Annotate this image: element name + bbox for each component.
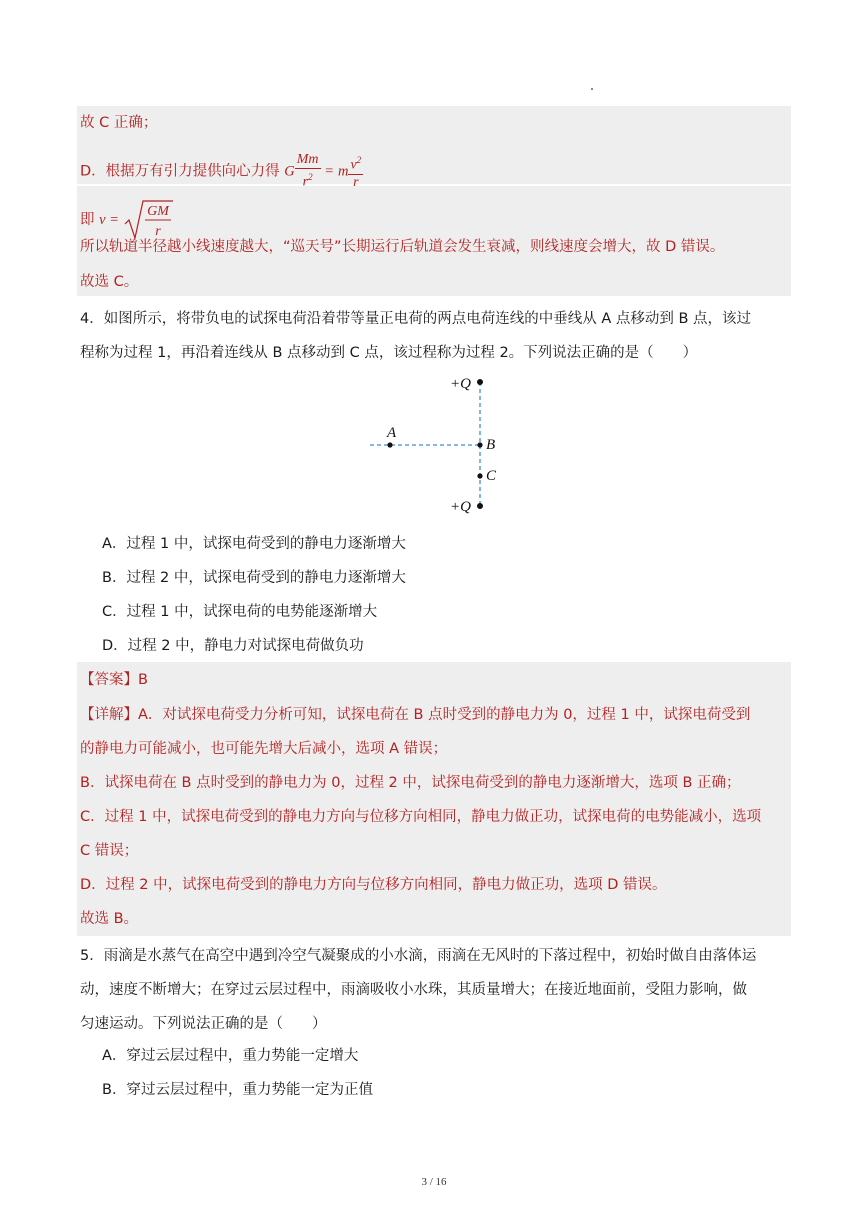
so-text: 所以轨道半径越小线速度越大，“巡天号”长期运行后轨道会发生衰减，则线速度会增大，故 D 错误。 <box>80 239 725 255</box>
q5-stem-line-1: 5．雨滴是水蒸气在高空中遇到冷空气凝聚成的小水滴，雨滴在无风时的下落过程中，初始时做自由落体运 <box>80 948 757 964</box>
ji-formula-line <box>80 198 173 242</box>
q4-detail-line-4: C．过程 1 中，试探电荷受到的静电力方向与位移方向相同，静电力做正功，试探电荷的电势能减小，选项 <box>80 809 762 825</box>
equals-sign: = <box>325 163 334 180</box>
ji-prefix: 即 <box>80 212 95 228</box>
q5-option-b: B．穿过云层过程中，重力势能一定为正值 <box>102 1082 373 1098</box>
q5-stem-line-3: 匀速运动。下列说法正确的是（ ） <box>80 1016 327 1032</box>
q5-stem-line-2: 动，速度不断增大；在穿过云层过程中，雨滴吸收小水珠，其质量增大；在接近地面前，受阻力影响，做 <box>80 982 747 998</box>
centripetal-fraction: $\frac{v^2}{r}$ <box>348 152 363 191</box>
q4-detail-line-3: B．试探电荷在 B 点时受到的静电力为 0，过程 2 中，试探电荷受到的静电力逐渐增大，选项 B 正确； <box>80 775 741 791</box>
choose-prev: 故选 C。 <box>80 274 139 290</box>
q4-option-a: A．过程 1 中，试探电荷受到的静电力逐渐增大 <box>102 536 406 552</box>
mass-symbol: m <box>337 163 349 180</box>
sqrt-expression <box>123 198 173 242</box>
q4-detail-line-7: 故选 B。 <box>80 911 139 927</box>
q5-option-a: A．穿过云层过程中，重力势能一定增大 <box>102 1048 359 1064</box>
q4-stem-line-1: 4．如图所示，将带负电的试探电荷沿着带等量正电荷的两点电荷连线的中垂线从 A 点移动到 B 点，该过 <box>80 311 752 327</box>
q4-option-b: B．过程 2 中，试探电荷受到的静电力逐渐增大 <box>102 570 406 586</box>
point-a-label: A <box>387 425 397 441</box>
q4-detail-line-5: C 错误； <box>80 843 139 859</box>
sqrt-radical-icon <box>123 198 173 242</box>
q4-answer <box>80 670 148 690</box>
gravity-fraction: $\frac{Mm}{r^2}$ <box>296 152 319 190</box>
answer-value: B <box>138 672 148 688</box>
d-analysis <box>80 152 363 191</box>
detail-tag: 【详解】 <box>80 707 138 723</box>
point-a-dot <box>387 442 392 447</box>
q4-option-c: C．过程 1 中，试探电荷的电势能逐渐增大 <box>102 604 378 620</box>
q4-option-d: D．过程 2 中，静电力对试探电荷做负功 <box>102 638 364 654</box>
sqrt-denominator: r <box>155 224 161 239</box>
point-c-label: C <box>486 468 497 484</box>
c-conclusion: 故 C 正确； <box>80 115 158 131</box>
q4-detail-line-1: 【详解】A．对试探电荷受力分析可知，试探电荷在 B 点时受到的静电力为 0，过程 1 中，试探电荷受到 <box>80 707 751 723</box>
sqrt-numerator: GM <box>147 204 169 219</box>
d-prefix: D．根据万有引力提供向心力得 <box>80 163 280 180</box>
page-number: 3 / 16 <box>421 1176 447 1188</box>
point-b-dot <box>477 442 482 447</box>
q4-detail-line-6: D．过程 2 中，试探电荷受到的静电力方向与位移方向相同，静电力做正功，选项 D 错误。 <box>80 877 667 893</box>
equals-sign-2: = <box>110 212 119 228</box>
q4-stem-line-2: 程称为过程 1，再沿着连线从 B 点移动到 C 点，该过程称为过程 2。下列说法正确的是（ ） <box>80 345 698 361</box>
point-c-dot <box>477 473 482 478</box>
answer-tag: 【答案】 <box>80 672 138 688</box>
top-charge-dot <box>477 379 483 385</box>
point-b-label: B <box>486 437 496 453</box>
top-charge-label: +Q <box>450 376 471 392</box>
q4-figure <box>360 370 510 520</box>
gravity-constant: G <box>284 163 295 180</box>
velocity-symbol: v <box>99 212 106 228</box>
bottom-charge-label: +Q <box>450 499 471 515</box>
page-mark <box>591 88 593 90</box>
bottom-charge-dot <box>477 503 483 509</box>
q4-detail-line-2: 的静电力可能减小，也可能先增大后减小，选项 A 错误； <box>80 741 448 757</box>
